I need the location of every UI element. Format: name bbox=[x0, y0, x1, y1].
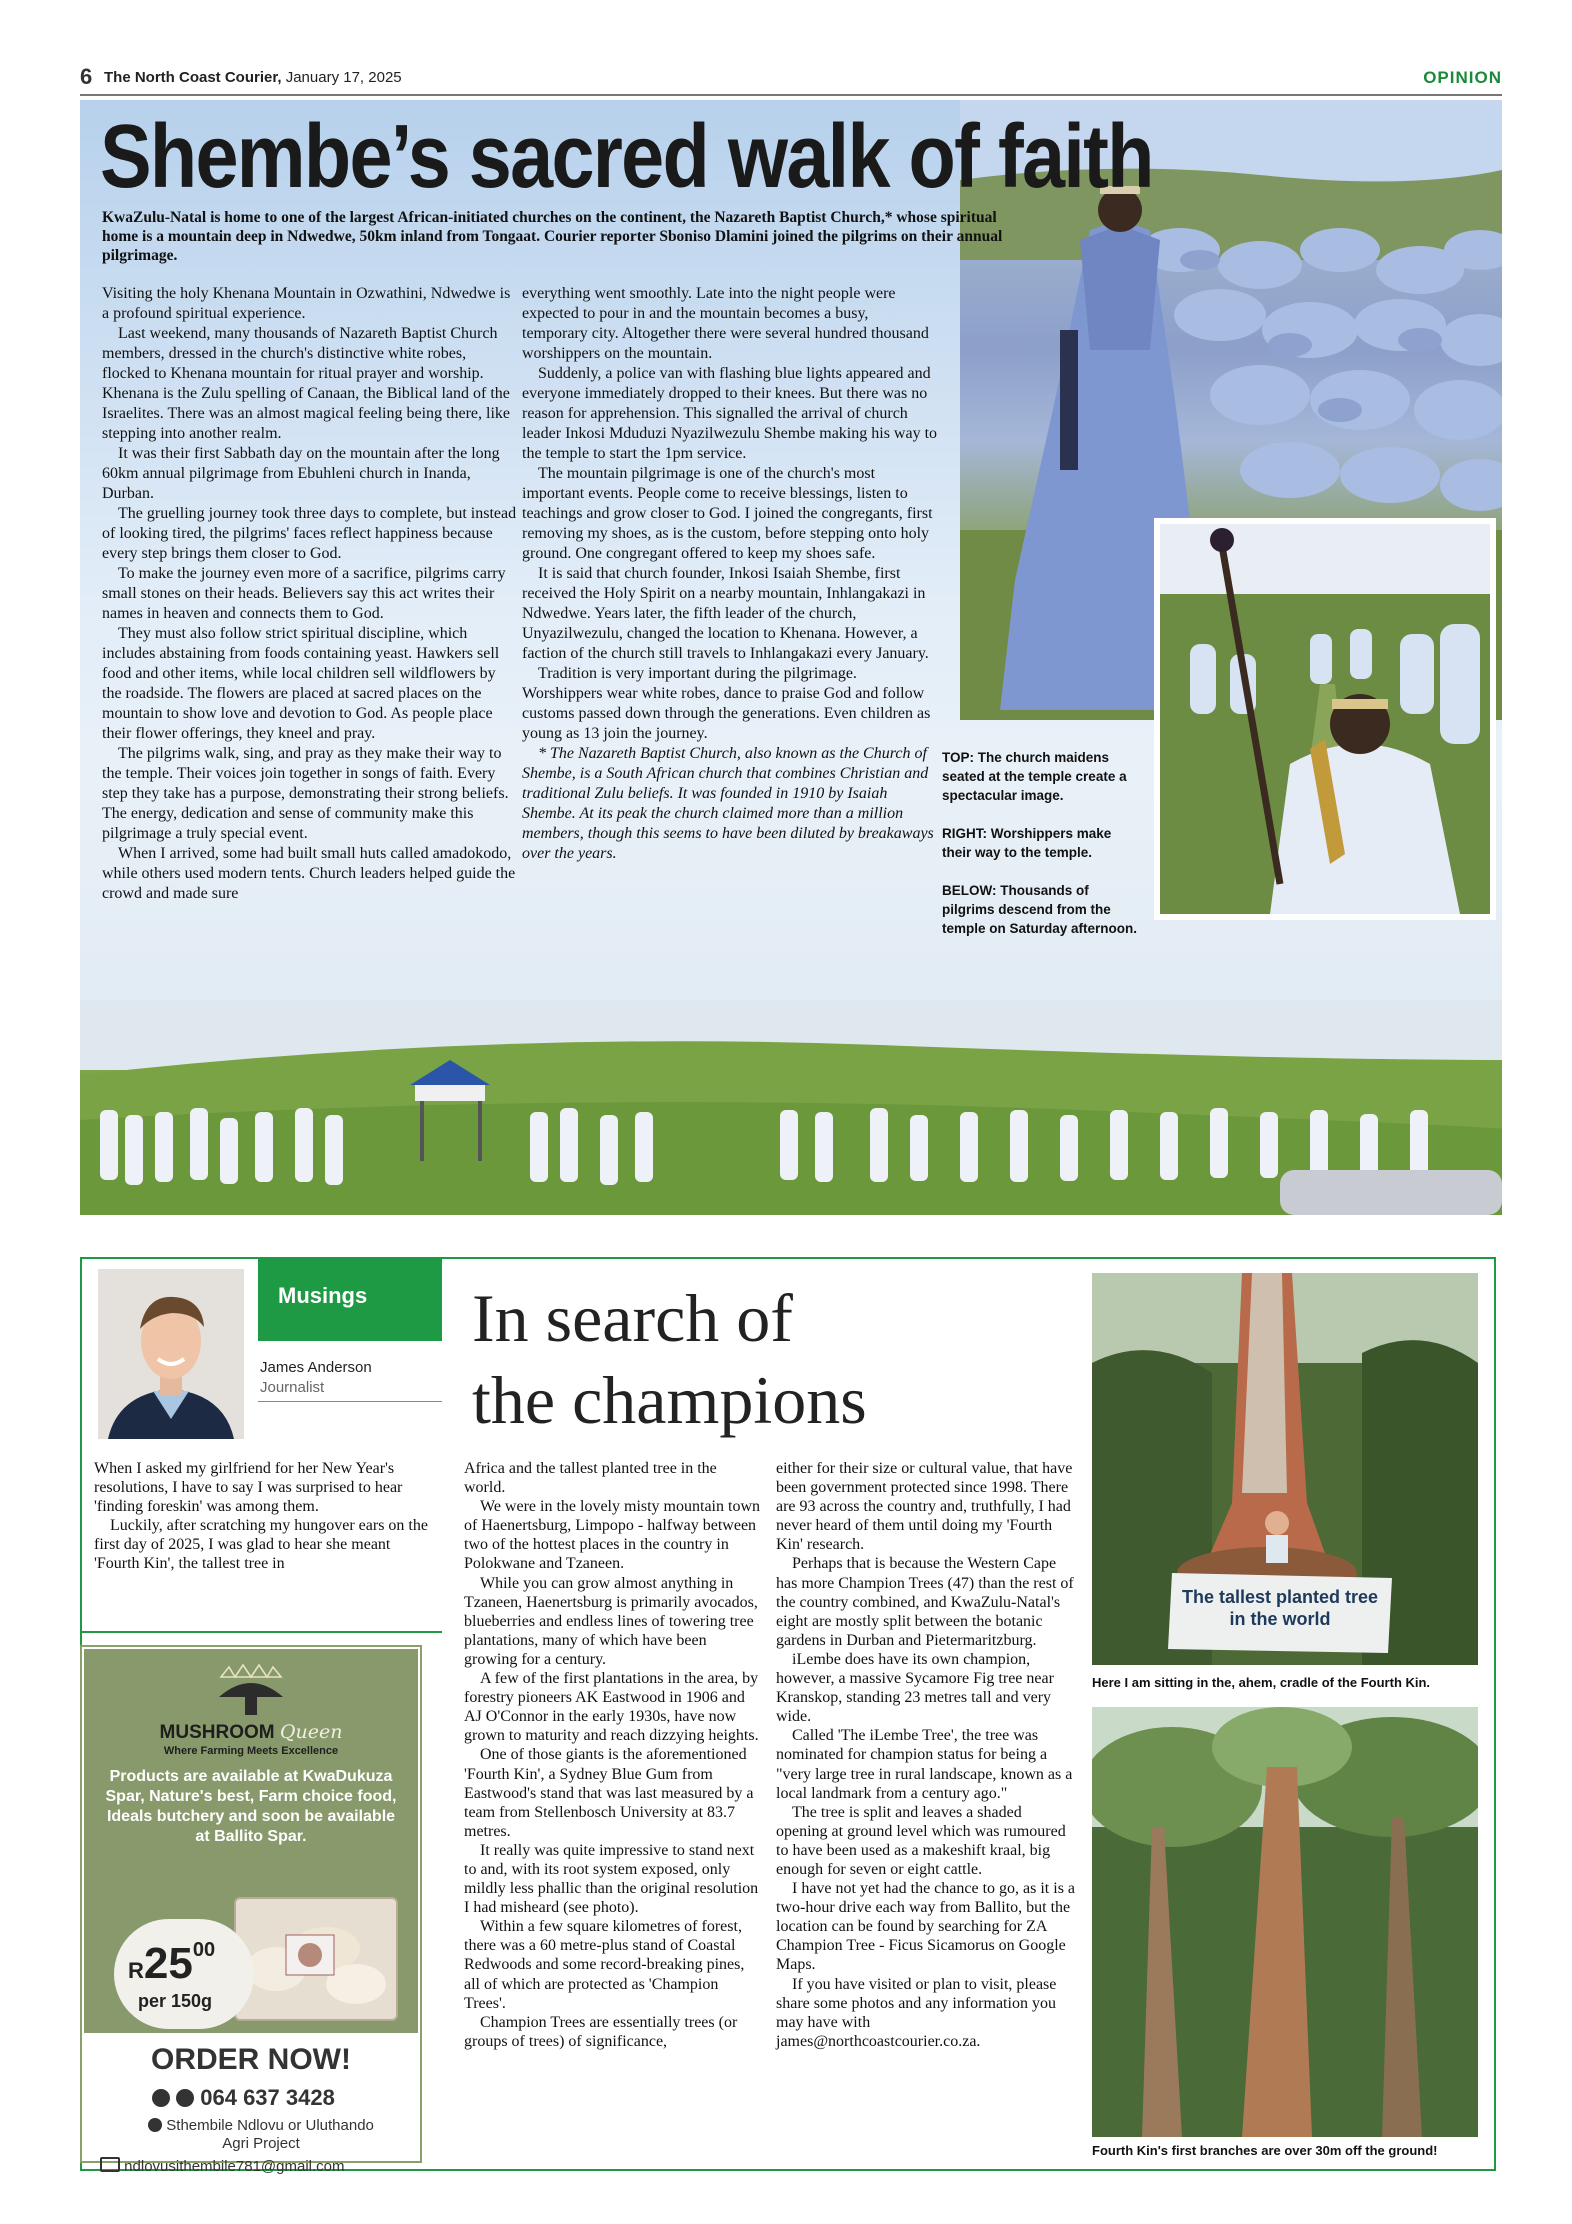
page-header bbox=[80, 64, 1502, 96]
paragraph: Champion Trees are essentially trees (or groups of trees) of significance, bbox=[464, 2013, 738, 2050]
photo-worshippers-illustration bbox=[1160, 524, 1490, 914]
author-name: James Anderson bbox=[260, 1359, 372, 1376]
paragraph: Perhaps that is because the Western Cape has more Champion Trees (47) than the rest of the country combined, and KwaZulu-Natal's eight are mostly split between the botanic gardens in Durban and Pietermaritzburg. bbox=[776, 1555, 1074, 1649]
paragraph: They must also follow strict spiritual discipline, which includes abstaining from foods containing yeast. Hawkers sell food and other items, while local children sell wildflowers by the roadside. The flowers are placed at sacred places on the mountain to show love and devotion to God. As people place their flower offerings, they kneel and pray. bbox=[102, 625, 500, 742]
mushroom-product-image bbox=[236, 1899, 396, 2019]
paragraph: One of those giants is the aforementioned 'Fourth Kin', a Sydney Blue Gum from Eastwood's stand that was last measured by a team from Stellenbosch University at 83.7 metres. bbox=[464, 1746, 754, 1840]
ad-availability: Products are available at KwaDukuza Spar, Nature's best, Farm choice food, Ideals butchery and soon be available at Ballito Spar. bbox=[105, 1768, 397, 1845]
photo-fourth-kin-canopy bbox=[1092, 1707, 1478, 2137]
paragraph: It was their first Sabbath day on the mountain after the long 60km annual pilgrimage from Ebuhleni church in Inanda, Durban. bbox=[102, 445, 500, 502]
publication-date: January 17, 2025 bbox=[285, 69, 402, 86]
paragraph: To make the journey even more of a sacrifice, pilgrims carry small stones on their heads. Believers say this act writes their names in heaven and connects them to God. bbox=[102, 565, 506, 622]
paragraph: It really was quite impressive to stand next to and, with its root system exposed, only mildly less phallic than the original resolution I had misheard (see photo). bbox=[464, 1841, 759, 1917]
publication-name: The North Coast Courier, bbox=[104, 69, 282, 86]
svg-text:The tallest planted tree: The tallest planted tree bbox=[1181, 1587, 1379, 1607]
divider bbox=[82, 1631, 442, 1633]
paragraph: When I arrived, some had built small huts called amadokodo, while others used modern tents. Church leaders helped guide the crowd and made sure bbox=[102, 845, 516, 902]
author-photo bbox=[98, 1269, 244, 1439]
price-badge bbox=[114, 1919, 254, 2029]
caption-tree-2: Fourth Kin's first branches are over 30m off the ground! bbox=[1092, 2143, 1438, 2158]
musings-label: Musings bbox=[278, 1283, 368, 1308]
whatsapp-icon bbox=[152, 2089, 170, 2107]
ad-brand-script: Queen bbox=[279, 1721, 343, 1743]
musings-headline: In search of the champions bbox=[472, 1280, 867, 1438]
paragraph: I have not yet had the chance to go, as it is a two-hour drive each way from Ballito, but the location can be found by searching for ZA Champion Tree - Ficus Sicamorus on Google Maps. bbox=[776, 1880, 1076, 1974]
paragraph: The pilgrims walk, sing, and pray as they make their way to the temple. Their voices join together in songs of faith. Every step they take has a purpose, demonstrating their strong beliefs. The energy, dedication and sense of community make this pilgrimage a truly special event. bbox=[102, 745, 509, 842]
svg-text:in the world: in the world bbox=[1229, 1609, 1331, 1629]
ad-cta: ORDER NOW! bbox=[151, 2043, 351, 2076]
ad-facebook-row bbox=[146, 2117, 376, 2153]
paragraph: The tree is split and leaves a shaded opening at ground level which was rumoured to have been used as a makeshift kraal, big enough for seven or eight cattle. bbox=[776, 1803, 1066, 1878]
tree-canopy-illustration bbox=[1092, 1707, 1478, 2137]
facebook-icon bbox=[148, 2118, 162, 2132]
caption-right: RIGHT: Worshippers make their way to the temple. bbox=[942, 826, 1112, 860]
paragraph: It is said that church founder, Inkosi Isaiah Shembe, first received the Holy Spirit on a nearby mountain, Inhlangakazi in Ndwedwe. Years later, the fifth leader of the church, Unyazilwezulu, changed the location to Khenana. However, a faction of the church still travels to Inhlangakazi every January. bbox=[522, 565, 929, 662]
paragraph: everything went smoothly. Late into the night people were expected to pour in and the mountain becomes a busy, temporary city. Altogether there were several hundred thousand worshippers on the mountain. bbox=[522, 285, 929, 362]
paragraph: Visiting the holy Khenana Mountain in Ozwathini, Ndwedwe is a profound spiritual experience. bbox=[102, 285, 511, 322]
avatar bbox=[98, 1269, 244, 1439]
paragraph: Within a few square kilometres of forest, there was a 60 metre-plus stand of Coastal Redwoods and some record-breaking pines, all of which are protected as 'Champion Trees'. bbox=[464, 1918, 745, 2012]
paragraph: Called 'The iLembe Tree', the tree was nominated for champion status for being a "very large tree in rural landscape, known as a local landmark from a century ago." bbox=[776, 1727, 1073, 1802]
paragraph: When I asked my girlfriend for her New Year's resolutions, I have to say I was surprised to hear 'finding foreskin' was among them. bbox=[94, 1460, 403, 1516]
paragraph: If you have visited or plan to visit, please share some photos and any information you may have with james@northcoastcourier.co.za. bbox=[776, 1975, 1057, 2050]
ad-email: ndlovusithembile781@gmail.com bbox=[124, 2158, 345, 2175]
paragraph: The gruelling journey took three days to complete, but instead of looking tired, the pilgrims' faces reflect happiness because every step brings them closer to God. bbox=[102, 505, 517, 562]
product-tray bbox=[234, 1897, 398, 2021]
ad-facebook: Sthembile Ndlovu or Uluthando Agri Project bbox=[166, 2117, 374, 2152]
paragraph: Africa and the tallest planted tree in the world. bbox=[464, 1460, 717, 1497]
section-label: OPINION bbox=[1423, 68, 1502, 87]
feature-column-1 bbox=[102, 284, 518, 904]
caption-below: BELOW: Thousands of pilgrims descend from the temple on Saturday afternoon. bbox=[942, 883, 1138, 936]
photo-pilgrims-illustration bbox=[80, 1000, 1502, 1215]
caption-tree-1: Here I am sitting in the, ahem, cradle of the Fourth Kin. bbox=[1092, 1675, 1431, 1690]
footnote: * The Nazareth Baptist Church, also known as the Church of Shembe, is a South African church that combines Christian and traditional Zulu beliefs. It was founded in 1910 by Isaiah Shembe. At its peak the church claimed more than a million members, though this seems to have been diluted by breakaways over the years. bbox=[522, 745, 934, 862]
ad-brand-name: MUSHROOM bbox=[159, 1722, 275, 1743]
tree-base-illustration bbox=[1092, 1273, 1478, 1665]
publication-line bbox=[104, 69, 402, 86]
ad-phone: 064 637 3428 bbox=[200, 2085, 335, 2110]
photo-worshippers-walking bbox=[1154, 518, 1496, 920]
paragraph: While you can grow almost anything in Tzaneen, Haenertsburg is primarily avocados, blueberries and endless lines of towering tree plantations, many of which have been growing for a century. bbox=[464, 1574, 758, 1668]
mushroom-logo-icon bbox=[211, 1663, 291, 1719]
paragraph: iLembe does have its own champion, however, a massive Sycamore Fig tree near Kranskop, standing 23 metres tall and very wide. bbox=[776, 1650, 1054, 1726]
musings-tab bbox=[258, 1259, 442, 1341]
feature-column-2 bbox=[522, 284, 938, 864]
photo-fourth-kin-base bbox=[1092, 1273, 1478, 1665]
paragraph: Last weekend, many thousands of Nazareth Baptist Church members, dressed in the church's distinctive white robes, flocked to Khenana mountain for ritual prayer and worship. Khenana is the Zulu spelling of Canaan, the Biblical land of the Israelites. There was an almost magical feeling being there, like stepping into another realm. bbox=[102, 325, 510, 442]
paragraph: either for their size or cultural value, that have been government protected since 1998. There are 93 across the country and, truthfully, I had never heard of them until doing my 'Fourth Kin' research. bbox=[776, 1460, 1073, 1554]
phone-icon bbox=[176, 2089, 194, 2107]
musings-column-1 bbox=[94, 1459, 434, 1574]
ad-panel bbox=[84, 1649, 418, 2033]
ad-email-row bbox=[100, 2157, 345, 2175]
ad-brand bbox=[84, 1721, 418, 1744]
feature-article bbox=[80, 100, 1502, 1215]
photo-captions bbox=[942, 748, 1142, 957]
price-cents: 00 bbox=[192, 1939, 216, 1961]
paragraph: A few of the first plantations in the area, by forestry pioneers AK Eastwood in 1906 and AJ O'Connor in the early 1930s, have now grown to maturity and reach dizzying heights. bbox=[464, 1670, 759, 1745]
caption-top: TOP: The church maidens seated at the temple create a spectacular image. bbox=[942, 750, 1127, 803]
price-main: 25 bbox=[143, 1939, 193, 1988]
ad-phone-row bbox=[152, 2085, 335, 2111]
email-icon bbox=[100, 2157, 120, 2172]
musings-column-2 bbox=[464, 1459, 762, 2051]
ad-tagline: Where Farming Meets Excellence bbox=[163, 1745, 339, 1757]
paragraph: Suddenly, a police van with flashing blue lights appeared and everyone immediately dropped to their knees. But there was no reason for apprehension. This signalled the arrival of church leader Inkosi Mduduzi Nyazilwezulu Shembe making his way to the temple to start the 1pm service. bbox=[522, 365, 938, 462]
page-number: 6 bbox=[80, 64, 93, 89]
paragraph: We were in the lovely misty mountain town of Haenertsburg, Limpopo - halfway between two of the hottest places in the country in Polokwane and Tzaneen. bbox=[464, 1498, 760, 1573]
musings-column-3 bbox=[776, 1459, 1076, 2051]
author-role: Journalist bbox=[260, 1379, 325, 1396]
price-currency: R bbox=[128, 1958, 144, 1983]
feature-standfirst: KwaZulu-Natal is home to one of the largest African-initiated churches on the continent, the Nazareth Baptist Church,* whose spiritual home is a mountain deep in Ndwedwe, 50km inland from Tongaat. Courier reporter Sboniso Dlamini joined the pilgrims on their annual pilgrimage. bbox=[102, 209, 1003, 264]
price-text bbox=[128, 1939, 215, 1989]
photo-pilgrims-descending bbox=[80, 1000, 1502, 1215]
price-unit: per 150g bbox=[138, 1991, 213, 2011]
feature-headline: Shembe’s sacred walk of faith bbox=[100, 107, 1153, 207]
paragraph: The mountain pilgrimage is one of the church's most important events. People come to receive blessings, listen to teachings and grow closer to God. I joined the congregants, first removing my shoes, as is the custom, before stepping onto holy ground. One congregant offered to keep my shoes safe. bbox=[522, 465, 933, 562]
paragraph: Tradition is very important during the pilgrimage. Worshippers wear white robes, dance to praise God and follow customs passed down through the generations. Even children as young as 13 join the journey. bbox=[522, 665, 931, 742]
divider bbox=[258, 1401, 442, 1402]
mushroom-queen-advert bbox=[80, 1645, 422, 2175]
paragraph: Luckily, after scratching my hungover ears on the first day of 2025, I was glad to hear she meant 'Fourth Kin', the tallest tree in bbox=[94, 1517, 428, 1573]
